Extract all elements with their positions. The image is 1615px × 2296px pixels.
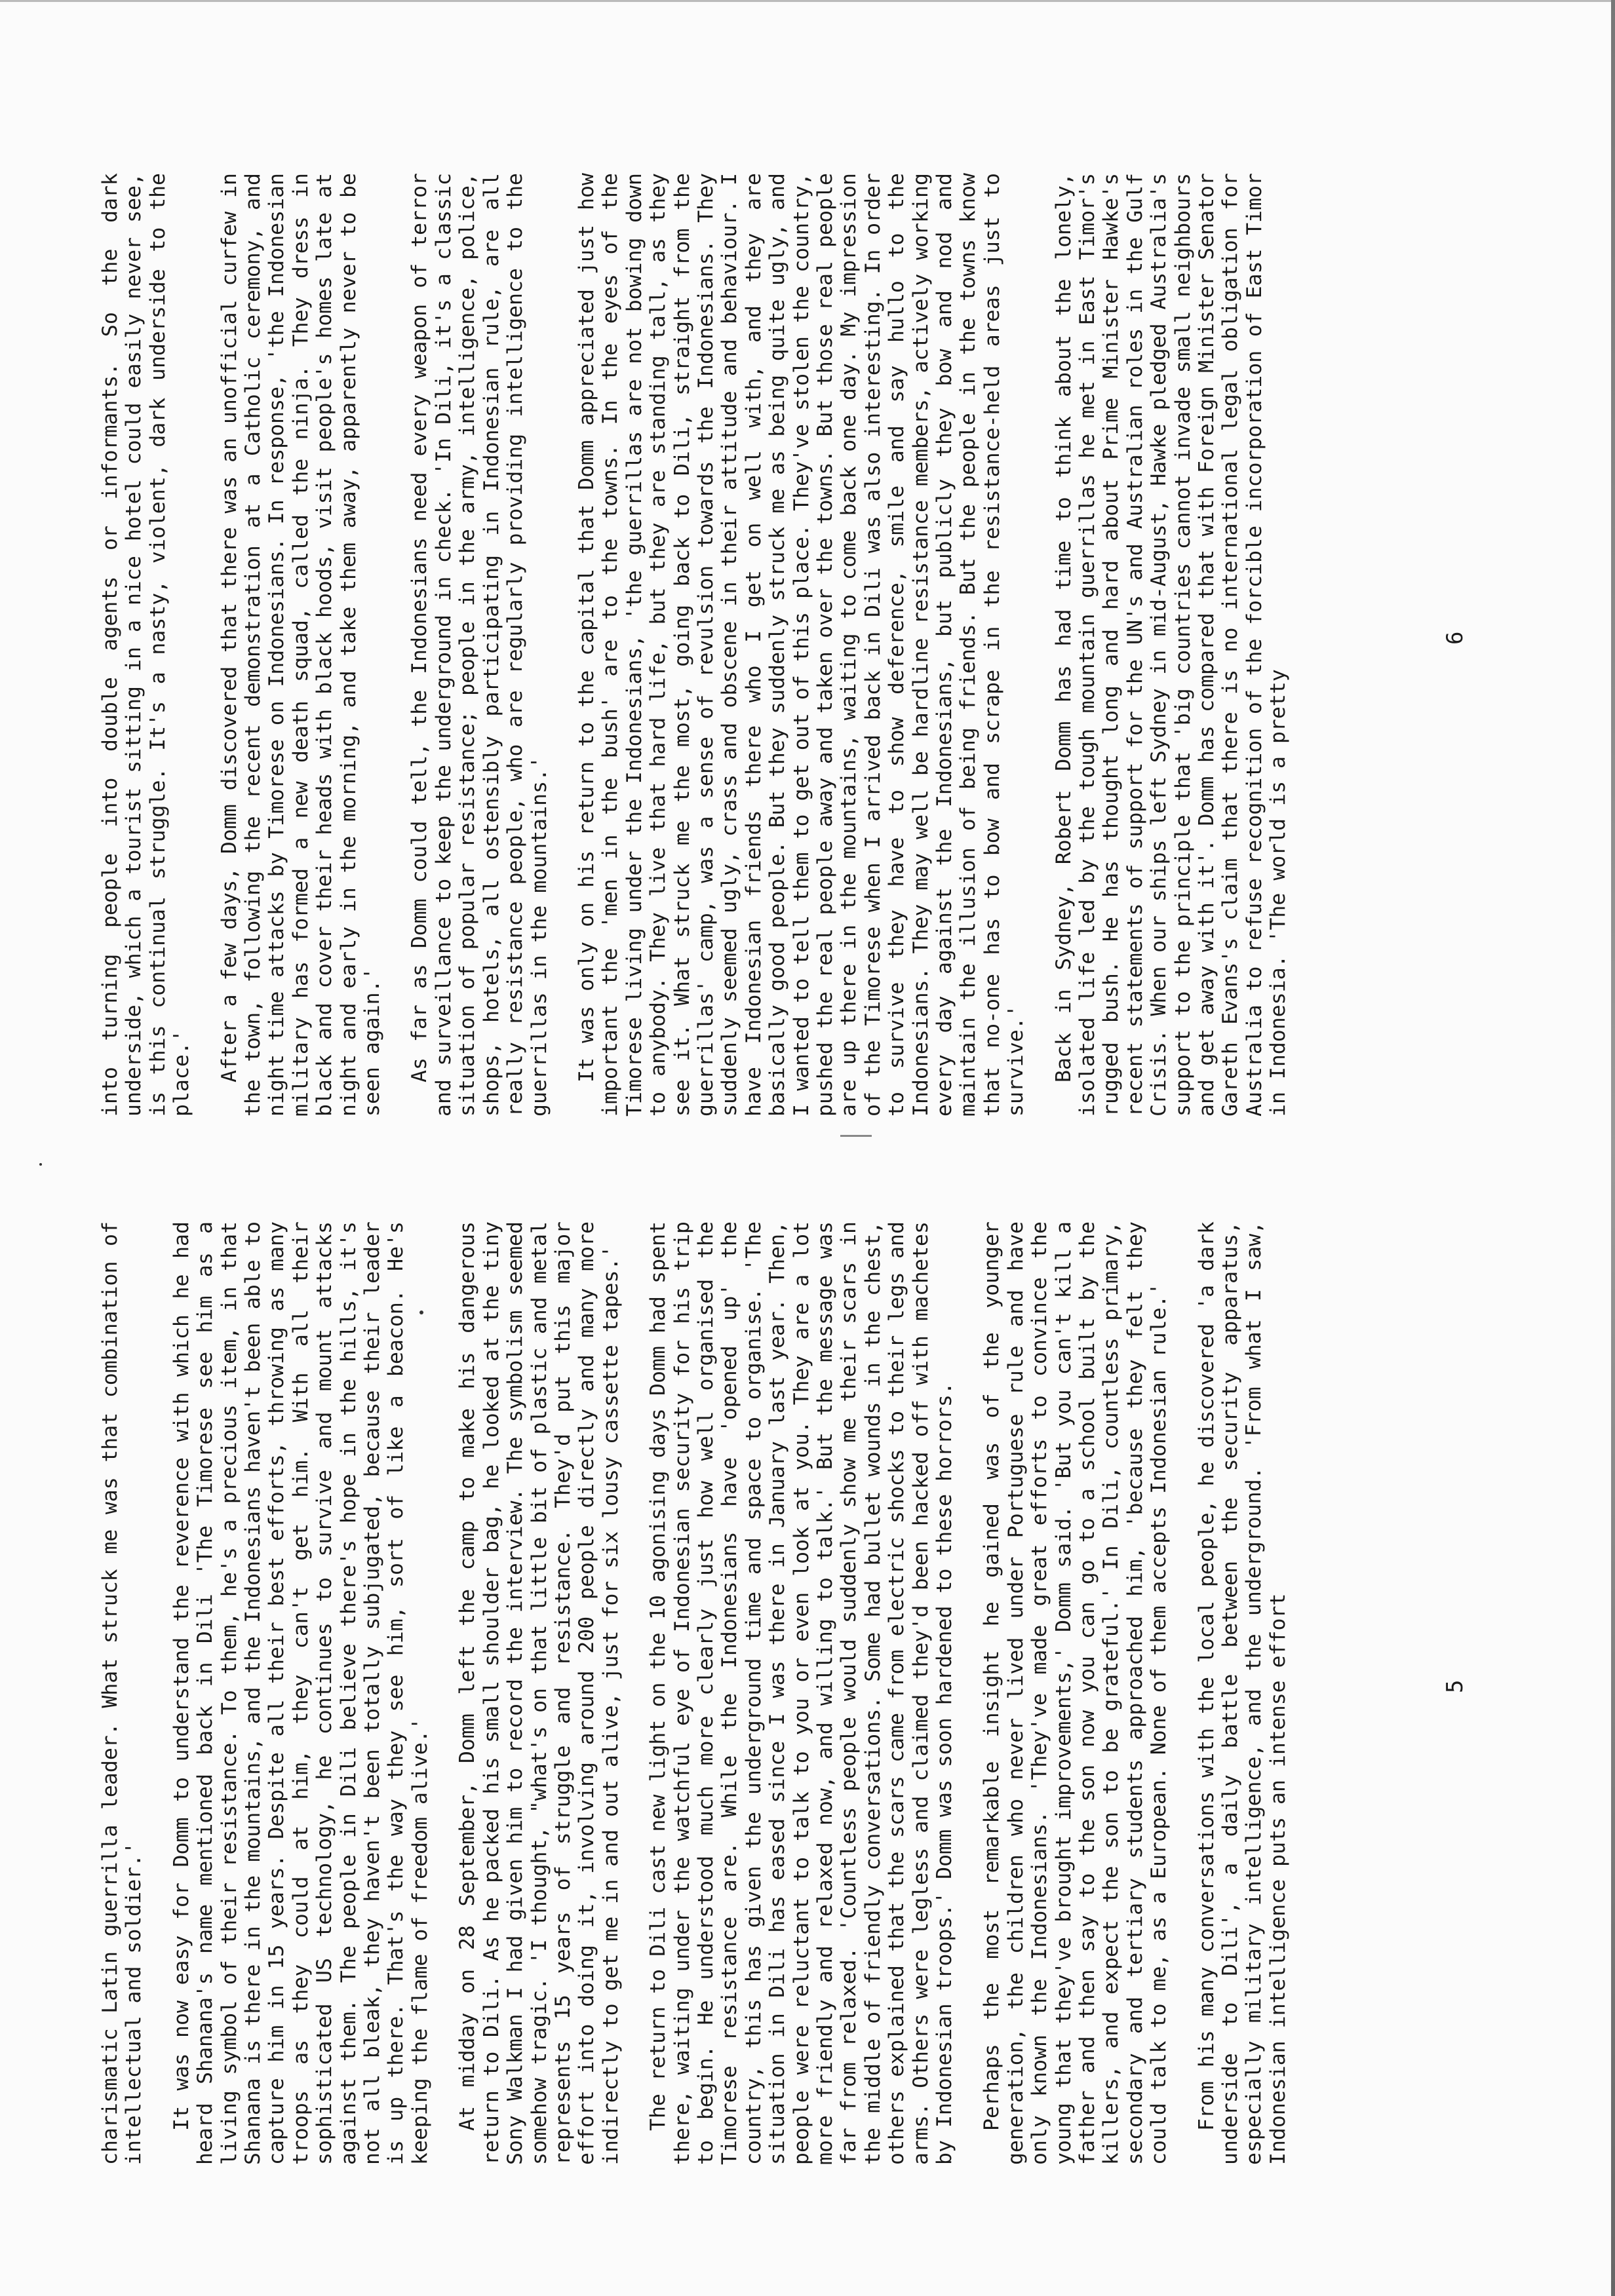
page-6-paragraph: As far as Domm could tell, the Indonesians need every weapon of terror and surveillance to keep the underground in check. 'In Dili, it's a classic situation of popular resistance; people in the army, intelligence, police, shops, hotels, all ostensibly participating in Indonesian rule, are all really resistance people, who are regularly providing intelligence to the guerrillas in the mountains.' <box>408 173 551 1117</box>
page-5-paragraph: The return to Dili cast new light on the 10 agonising days Domm had spent there, waiting under the watchful eye of Indonesian security for his trip to begin. He understood much more clearly just how well organised the Timorese resistance are. While the Indonesians have 'opened up' the country, this has given the underground time and space to organise. 'The situation in Dili has eased since I was there in January last year. Then, people were reluctant to talk to you or even look at you. They are a lot more friendly and relaxed now, and willing to talk.' But the message was far from relaxed. 'Countless people would suddenly show me their scars in the middle of friendly conversations. Some had bullet wounds in the chest, others explained that the scars came from electric shocks to their legs and arms. Others were legless and claimed they'd been hacked off with machetes by Indonesian troops.' Domm was soon hardened to these horrors. <box>646 1221 956 2165</box>
page-6-paragraph: It was only on his return to the capital that Domm appreciated just how important the 'men in the bush' are to the towns. In the eyes of the Timorese living under the Indonesians, 'the guerrillas are not bowing down to anybody. They live that hard life, but they are standing tall, as they see it. What struck me the most, going back to Dili, straight from the guerrillas' camp, was a sense of revulsion towards the Indonesians. They suddenly seemed ugly, crass and obscene in their attitude and behaviour. I have Indonesian friends there who I get on well with, and they are basically good people. But they suddenly struck me as being quite ugly, and I wanted to tell them to get out of this place. They've stolen the country, pushed the real people away and taken over the towns. But those real people are up there in the mountains, waiting to come back one day. My impression of the Timorese when I arrived back in Dili was also interesting. In order to survive they have to show deference, smile and say hullo to the Indonesians. They may well be hardline resistance members, actively working every day against the Indonesians, but publicly they bow and nod and maintain the illusion of being friends. But the people in the towns know that no-one has to bow and scrape in the resistance-held areas just to survive.' <box>574 173 1028 1117</box>
page-number-5: 5 <box>1442 1679 1468 1693</box>
page-5-paragraph: charismatic Latin guerrilla leader. What struck me was that combination of intellectual and soldier.' <box>98 1221 146 2165</box>
page-5-paragraph: At midday on 28 September, Domm left the camp to make his dangerous return to Dili. As he packed his small shoulder bag, he looked at the tiny Sony Walkman I had given him to record the interview. The symbolism seemed somehow tragic. 'I thought, "what's on that little bit of plastic and metal represents 15 years of struggle and resistance. They'd put this major effort into doing it, involving around 200 people directly and many more indirectly to get me in and out alive, just for six lousy cassette tapes.' <box>456 1221 623 2165</box>
page-6-paragraph: After a few days, Domm discovered that there was an unofficial curfew in the town, following the recent demonstration at a Catholic ceremony, and night time attacks by Timorese on Indonesians. In response, 'the Indonesian military has formed a new death squad, called the ninja. They dress in black and cover their heads with black hoods, visit people's homes late at night and early in the morning, and take them away, apparently never to be seen again.' <box>217 173 385 1117</box>
page-number-6: 6 <box>1442 631 1468 645</box>
page-5-paragraph: From his many conversations with the local people, he discovered 'a dark underside to Dili', a daily battle between the security apparatus, especially military intelligence, and the underground. 'From what I saw, Indonesian intelligence puts an intense effort <box>1194 1221 1290 2165</box>
page-5-paragraph: Perhaps the most remarkable insight he gained was of the younger generation, the children who never lived under Portuguese rule and have only known the Indonesians. 'They've made great efforts to convince the young that they've brought improvements,' Domm said. 'But you can't kill a father and then say to the son now you can go to a school built by the killers, and expect the son to be grateful.' In Dili, countless primary, secondary and tertiary students approached him, 'because they felt they could talk to me, as a European. None of them accepts Indonesian rule.' <box>980 1221 1171 2165</box>
page-6-paragraph: into turning people into double agents or informants. So the dark underside, which a tourist sitting in a nice hotel could easily never see, is this continual struggle. It's a nasty, violent, dark underside to the place.' <box>98 173 194 1117</box>
page-6-text-column <box>98 173 1314 1117</box>
page-6-paragraph: Back in Sydney, Robert Domm has had time to think about the lonely, isolated life led by the tough mountain guerrillas he met in East Timor's rugged bush. He has thought long and hard about Prime Minister Hawke's recent statements of support for the UN's and Australian roles in the Gulf Crisis. When our ships left Sydney in mid-August, Hawke pledged Australia's support to the principle that 'big countries cannot invade small neighbours and get away with it'. Domm has compared that with Foreign Minister Senator Gareth Evans's claim that there is no international legal obligation for Australia to refuse recognition of the forcible incorporation of East Timor in Indonesia. 'The world is a pretty <box>1051 173 1291 1117</box>
page-5-text-column <box>98 1221 1313 2165</box>
page-5-paragraph: It was now easy for Domm to understand the reverence with which he had heard Shanana's name mentioned back in Dili 'The Timorese see him as a living symbol of their resistance. To them, he's a precious item, in that Shanana is there in the mountains, and the Indonesians haven't been able to capture him in 15 years. Despite all their best efforts, throwing as many troops as they could at him, they can't get him. With all their sophisticated US technology, he continues to survive and mount attacks against them. The people in Dili believe there's hope in the hills, it's not all bleak, they haven't been totally subjugated, because their leader is up there. That's the way they see him, sort of like a beacon. He's keeping the flame of freedom alive.' <box>169 1221 432 2165</box>
